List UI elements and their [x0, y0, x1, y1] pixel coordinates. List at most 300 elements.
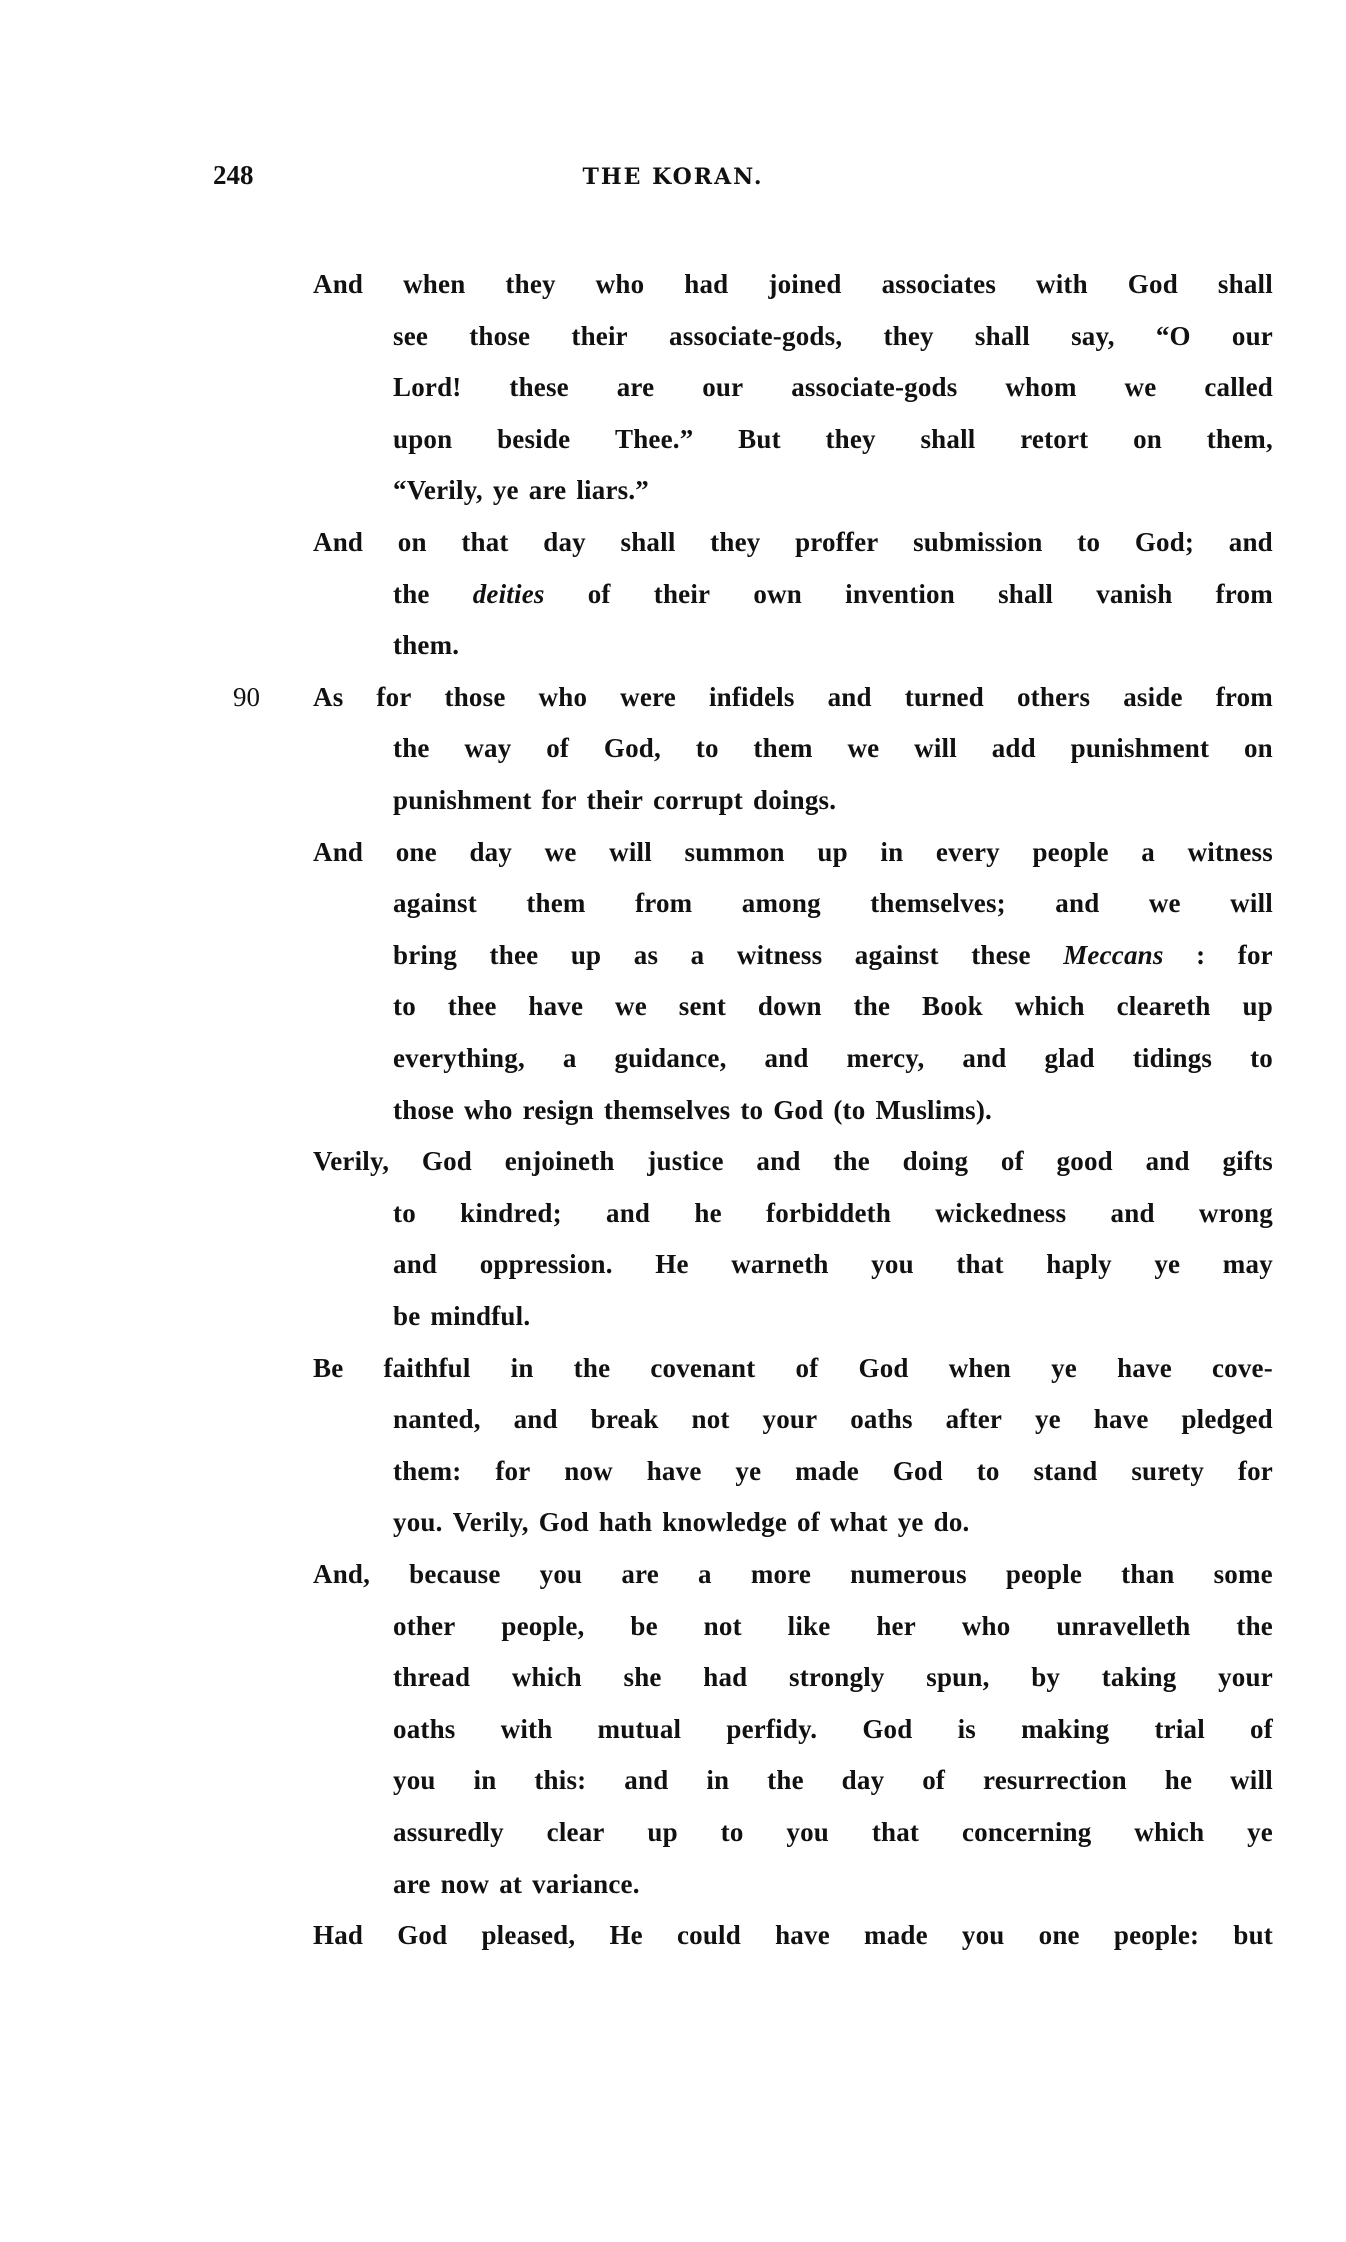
word: knowledge	[662, 1507, 788, 1538]
word: upon	[393, 423, 453, 454]
word: themselves	[603, 1094, 731, 1125]
word: your	[1218, 1662, 1273, 1693]
italic-word: deities	[472, 578, 545, 609]
paragraph-continuation-line	[393, 310, 1273, 362]
word: :	[1196, 939, 1206, 970]
word: on	[1133, 423, 1162, 454]
word: we	[847, 733, 880, 764]
word: to	[1077, 527, 1101, 557]
word: what	[829, 1507, 888, 1538]
word: justice	[647, 1146, 724, 1177]
word: and	[606, 1197, 651, 1228]
word: strongly	[789, 1662, 885, 1693]
word: their	[571, 320, 628, 351]
word: them,	[1206, 423, 1273, 454]
word: be	[630, 1610, 658, 1641]
word: is	[957, 1713, 976, 1744]
paragraph-continuation-line	[393, 1187, 1273, 1239]
word: ye	[1247, 1817, 1273, 1847]
word: these	[509, 372, 569, 403]
word: he	[1164, 1765, 1193, 1796]
word: against	[393, 888, 477, 919]
word: oaths	[393, 1713, 456, 1744]
word: on	[1243, 733, 1273, 764]
word: trial	[1154, 1713, 1205, 1744]
word: down	[757, 991, 822, 1022]
word: people	[1005, 1559, 1083, 1589]
paragraph-first-line	[313, 1342, 1273, 1394]
word: God	[862, 1713, 913, 1744]
word: surety	[1131, 1455, 1205, 1486]
word: are	[393, 1868, 431, 1899]
word: doing	[902, 1146, 969, 1177]
word: God	[538, 1507, 589, 1538]
paragraph-first-line	[313, 671, 1273, 723]
paragraph-continuation-line	[393, 1806, 1273, 1858]
word: turned	[904, 681, 984, 712]
word: the	[833, 1146, 870, 1177]
word: and	[513, 1404, 558, 1435]
paragraph-first-line	[313, 1548, 1273, 1600]
word: infidels	[708, 681, 795, 712]
word: they	[710, 527, 761, 557]
word: in	[473, 1765, 497, 1796]
word: and	[827, 681, 872, 712]
word: for	[495, 1455, 531, 1486]
word: own	[753, 578, 802, 609]
paragraph-first-line	[313, 1909, 1273, 1961]
paragraph-continuation-line	[393, 1084, 1273, 1136]
word: ye	[897, 1507, 924, 1538]
word: of	[795, 1352, 819, 1383]
word: them.	[393, 630, 460, 661]
word: every	[935, 836, 1000, 867]
word: the	[853, 991, 891, 1022]
word: her	[876, 1610, 916, 1641]
word: And	[313, 527, 364, 557]
paragraph-continuation-line	[393, 1445, 1273, 1497]
word: with	[1036, 269, 1088, 299]
word: to	[393, 1197, 416, 1228]
word: retort	[1020, 423, 1089, 454]
word: pleased,	[481, 1920, 576, 1951]
word: we	[1148, 888, 1181, 919]
word: not	[703, 1610, 742, 1641]
word: from	[635, 888, 693, 919]
word: assuredly	[393, 1817, 504, 1847]
word: after	[945, 1404, 1003, 1435]
word: Had	[313, 1920, 364, 1951]
word: thee	[447, 991, 497, 1022]
word: Lord!	[393, 372, 462, 403]
word: are	[621, 1559, 659, 1589]
word: everything,	[393, 1043, 525, 1073]
word: our	[702, 372, 744, 403]
word: the	[573, 1352, 611, 1383]
word: you.	[393, 1507, 443, 1538]
word: and	[393, 1249, 438, 1280]
word: by	[1031, 1662, 1061, 1693]
word: we	[1124, 372, 1157, 403]
word: that	[871, 1817, 920, 1847]
word: and	[756, 1146, 801, 1177]
word: a	[690, 939, 705, 970]
word: and	[1055, 888, 1100, 919]
word: unravelleth	[1056, 1610, 1191, 1641]
word: this:	[534, 1765, 587, 1796]
word: they	[883, 320, 934, 351]
word: a	[1141, 836, 1155, 867]
word: and	[962, 1043, 1007, 1073]
word: liars.”	[576, 475, 649, 506]
word: of	[1000, 1146, 1024, 1177]
word: as	[633, 939, 659, 970]
paragraph-continuation-line	[393, 1600, 1273, 1652]
word: beside	[497, 423, 571, 454]
word: enjoineth	[504, 1146, 615, 1177]
word: you	[871, 1249, 914, 1280]
word: God	[397, 1920, 448, 1951]
word: from	[1215, 681, 1273, 712]
word: which	[1134, 1817, 1205, 1847]
word: forbiddeth	[766, 1197, 892, 1228]
word: hath	[598, 1507, 653, 1538]
word: than	[1121, 1559, 1175, 1589]
word: those	[469, 320, 531, 351]
page-number: 248	[213, 160, 254, 190]
word: And	[313, 836, 364, 867]
word: perfidy.	[726, 1713, 818, 1744]
word: God	[892, 1455, 943, 1486]
paragraph-continuation-line	[393, 722, 1273, 774]
word: spun,	[926, 1662, 990, 1693]
word: for	[1237, 1455, 1273, 1486]
word: are	[616, 372, 655, 403]
word: they	[505, 269, 556, 299]
word: shall	[974, 320, 1030, 351]
paragraph-continuation-line	[393, 1393, 1273, 1445]
word: our	[1231, 320, 1273, 351]
word: were	[620, 681, 676, 712]
word: the	[393, 733, 430, 764]
word: have	[1093, 1404, 1149, 1435]
word: sent	[678, 991, 727, 1022]
word: you	[786, 1817, 830, 1847]
word: will	[609, 836, 652, 867]
word: Be	[313, 1352, 344, 1383]
word: that	[461, 527, 509, 557]
word: for	[376, 681, 412, 712]
word: ye	[492, 475, 519, 506]
word: from	[1215, 578, 1273, 609]
paragraph-continuation-line	[393, 1858, 1273, 1910]
word: nanted,	[393, 1404, 481, 1435]
word: the	[393, 578, 430, 609]
word: up	[817, 836, 848, 867]
word: associate-gods,	[669, 320, 843, 351]
word: others	[1016, 681, 1091, 712]
paragraph-continuation-line	[393, 1703, 1273, 1755]
word: “O	[1155, 320, 1191, 351]
word: have	[528, 991, 584, 1022]
word: punishment	[1070, 733, 1210, 764]
word: called	[1204, 372, 1273, 403]
word: day	[469, 836, 513, 867]
word: have	[775, 1920, 830, 1951]
paragraph-continuation-line	[393, 1754, 1273, 1806]
word: up	[570, 939, 602, 970]
page-header	[0, 160, 1346, 200]
word: who	[961, 1610, 1011, 1641]
paragraph-continuation-line	[393, 1290, 1273, 1342]
word: we	[615, 991, 647, 1022]
word: and	[1145, 1146, 1190, 1177]
word: thread	[393, 1662, 471, 1693]
word: that	[956, 1249, 1004, 1280]
word: corrupt	[653, 785, 744, 815]
word: submission	[913, 527, 1043, 557]
word: summon	[684, 836, 785, 867]
word: and	[764, 1043, 809, 1073]
word: had	[703, 1662, 748, 1693]
word: them	[526, 888, 586, 919]
word: associate-gods	[791, 372, 958, 403]
word: bring	[393, 939, 458, 970]
word: you	[539, 1559, 583, 1589]
word: will	[914, 733, 957, 764]
word: stand	[1033, 1455, 1098, 1486]
word: ye	[735, 1455, 762, 1486]
word: made	[795, 1455, 859, 1486]
word: had	[684, 269, 729, 299]
word: witness	[736, 939, 823, 970]
paragraph-first-line	[313, 258, 1273, 310]
word: making	[1021, 1713, 1110, 1744]
word: doings.	[753, 785, 837, 815]
word: day	[841, 1765, 885, 1796]
word: ye	[1154, 1249, 1181, 1280]
word: Verily,	[313, 1146, 390, 1177]
word: they	[825, 423, 876, 454]
word: invention	[845, 578, 955, 609]
verse-number: 90	[233, 681, 260, 712]
word: some	[1213, 1559, 1273, 1589]
word: associates	[881, 269, 997, 299]
word: a	[562, 1043, 577, 1073]
word: day	[543, 527, 586, 557]
paragraph-continuation-line	[393, 1651, 1273, 1703]
word: kindred;	[460, 1197, 562, 1228]
word: haply	[1046, 1249, 1112, 1280]
word: mercy,	[846, 1043, 925, 1073]
word: up	[1242, 991, 1273, 1022]
word: And,	[313, 1559, 371, 1589]
word: cove-	[1211, 1352, 1273, 1383]
word: tidings	[1132, 1043, 1213, 1073]
word: gifts	[1222, 1146, 1273, 1177]
word: those	[444, 681, 506, 712]
word: faithful	[383, 1352, 471, 1383]
paragraph-continuation-line	[393, 980, 1273, 1032]
word: And	[313, 269, 364, 299]
paragraph-continuation-line	[393, 1032, 1273, 1084]
word: these	[971, 939, 1031, 970]
word: but	[1233, 1920, 1273, 1951]
word: “Verily,	[393, 475, 483, 506]
word: God	[421, 1146, 473, 1177]
word: resurrection	[983, 1765, 1127, 1796]
word: because	[409, 1559, 501, 1589]
word: covenant	[650, 1352, 756, 1383]
paragraph-continuation-line	[393, 361, 1273, 413]
word: concerning	[961, 1817, 1092, 1847]
word: variance.	[532, 1868, 640, 1899]
word: now	[440, 1868, 490, 1899]
word: witness	[1187, 836, 1273, 867]
word: say,	[1071, 320, 1115, 351]
word: among	[741, 888, 821, 919]
paragraph-first-line	[313, 1135, 1273, 1187]
word: who	[538, 681, 588, 712]
word: God	[1127, 269, 1178, 299]
word: clear	[546, 1817, 605, 1847]
word: people	[1032, 836, 1109, 867]
word: As	[313, 681, 344, 712]
word: them	[753, 733, 813, 764]
word: the	[1236, 1610, 1273, 1641]
word: you	[393, 1765, 436, 1796]
word: and	[1228, 527, 1273, 557]
word: people,	[501, 1610, 585, 1641]
paragraph-first-line	[313, 516, 1273, 568]
word: Book	[922, 991, 983, 1022]
word: in	[706, 1765, 730, 1796]
word: and	[1110, 1197, 1155, 1228]
word: people:	[1113, 1920, 1200, 1951]
word: one	[1038, 1920, 1080, 1951]
word: break	[590, 1404, 659, 1435]
word: made	[864, 1920, 928, 1951]
word: warneth	[731, 1249, 829, 1280]
word: oaths	[850, 1404, 913, 1435]
word: wickedness	[935, 1197, 1067, 1228]
word: of	[587, 578, 611, 609]
word: Thee.”	[614, 423, 694, 454]
word: could	[676, 1920, 741, 1951]
word: he	[694, 1197, 722, 1228]
word: one	[395, 836, 437, 867]
word: mindful.	[430, 1301, 531, 1331]
paragraph-continuation-line	[393, 929, 1273, 981]
word: shall	[1217, 269, 1273, 299]
word: ye	[1034, 1404, 1061, 1435]
word: their	[653, 578, 711, 609]
word: in	[880, 836, 904, 867]
word: not	[691, 1404, 730, 1435]
word: He	[609, 1920, 643, 1951]
paragraph-continuation-line	[393, 774, 1273, 826]
word: we	[544, 836, 577, 867]
word: your	[762, 1404, 818, 1435]
word: you	[961, 1920, 1005, 1951]
word: aside	[1123, 681, 1183, 712]
paragraph-continuation-line	[393, 1496, 1273, 1548]
paragraph-continuation-line	[393, 1238, 1273, 1290]
word: who	[464, 1094, 513, 1125]
word: now	[564, 1455, 613, 1486]
word: other	[393, 1610, 456, 1641]
word: more	[750, 1559, 812, 1589]
word: do.	[933, 1507, 970, 1538]
word: the	[767, 1765, 804, 1796]
word: when	[403, 269, 466, 299]
word: are	[528, 475, 567, 506]
word: with	[500, 1713, 553, 1744]
word: good	[1056, 1146, 1113, 1177]
word: which	[511, 1662, 582, 1693]
word: glad	[1044, 1043, 1095, 1073]
word: which	[1014, 991, 1085, 1022]
running-title: THE KORAN.	[582, 164, 764, 190]
word: for	[1237, 939, 1273, 970]
paragraph-continuation-line	[393, 413, 1273, 465]
italic-word: Meccans	[1063, 939, 1164, 970]
word: to	[740, 1094, 764, 1125]
paragraph-continuation-line	[393, 619, 1273, 671]
word: on	[397, 527, 427, 557]
word: punishment	[393, 785, 532, 815]
word: when	[948, 1352, 1012, 1383]
word: But	[738, 423, 781, 454]
word: have	[1117, 1352, 1172, 1383]
word: taking	[1101, 1662, 1177, 1693]
word: wrong	[1198, 1197, 1273, 1228]
word: of	[797, 1507, 820, 1538]
word: those	[393, 1094, 454, 1125]
word: shall	[620, 527, 676, 557]
word: to	[976, 1455, 1000, 1486]
word: in	[510, 1352, 534, 1383]
paragraph-first-line	[313, 826, 1273, 878]
word: God,	[603, 733, 661, 764]
word: for	[541, 785, 577, 815]
word: of	[922, 1765, 946, 1796]
word: to	[720, 1817, 744, 1847]
word: a	[698, 1559, 712, 1589]
word: Verily,	[452, 1507, 529, 1538]
word: pledged	[1181, 1404, 1273, 1435]
word: vanish	[1096, 578, 1173, 609]
word: God	[858, 1352, 909, 1383]
word: their	[586, 785, 644, 815]
word: He	[655, 1249, 689, 1280]
word: will	[1230, 1765, 1273, 1796]
word: to	[695, 733, 719, 764]
word: themselves;	[870, 888, 1006, 919]
word: (to	[833, 1094, 866, 1125]
word: resign	[522, 1094, 594, 1125]
word: ye	[1051, 1352, 1077, 1383]
word: see	[393, 320, 429, 351]
word: Muslims).	[875, 1094, 992, 1125]
word: proffer	[795, 527, 879, 557]
word: of	[546, 733, 570, 764]
word: way	[464, 733, 512, 764]
word: be	[393, 1301, 421, 1331]
paragraph-continuation-line	[393, 464, 1273, 516]
word: at	[499, 1868, 523, 1899]
word: to	[393, 991, 416, 1022]
